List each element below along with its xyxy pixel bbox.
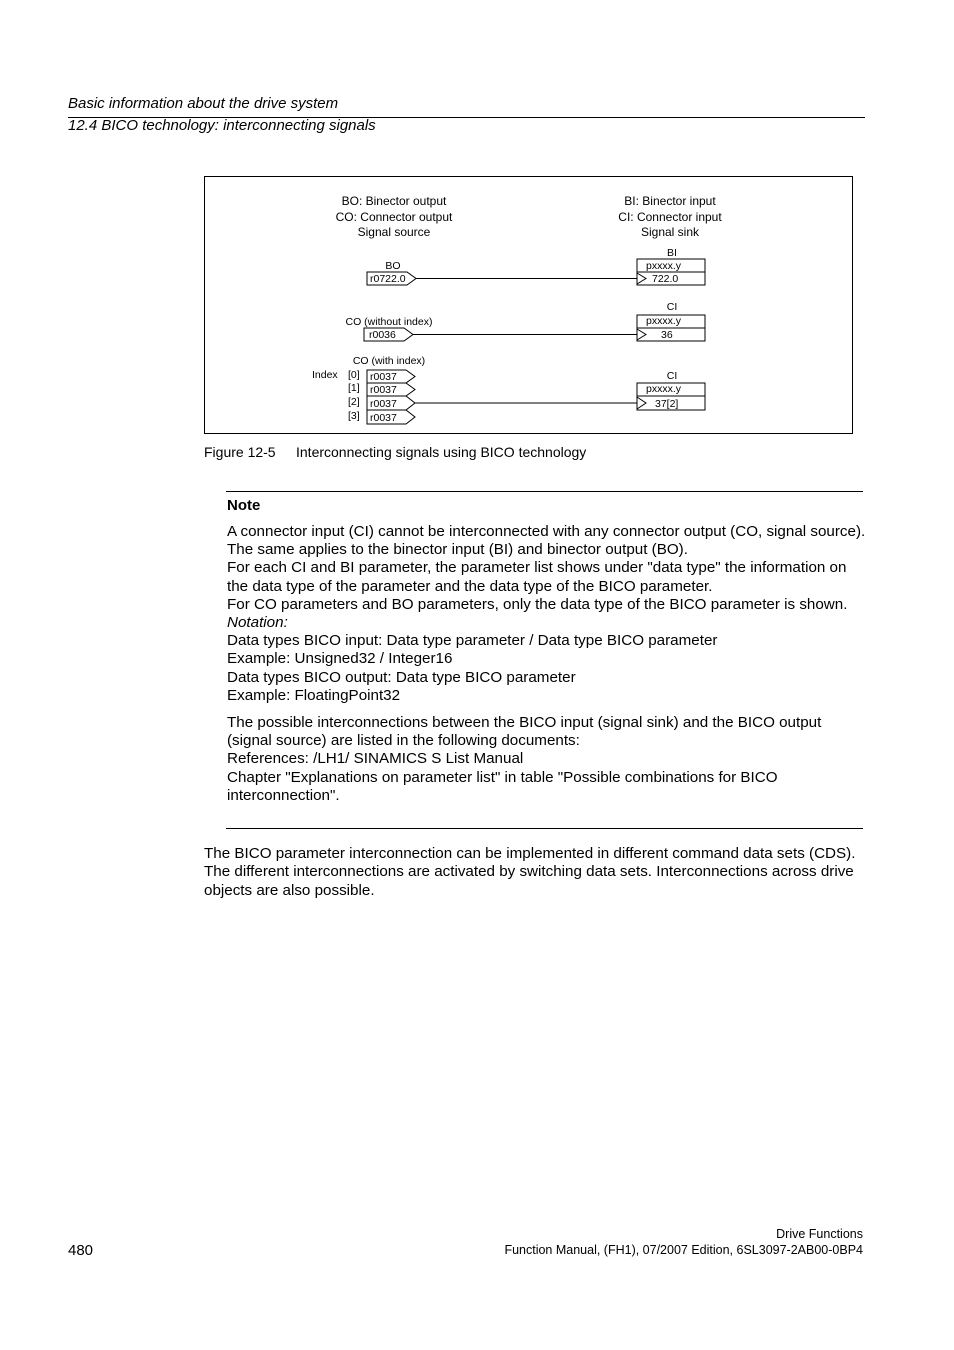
note-notation-line: Data types BICO output: Data type BICO parameter	[227, 668, 576, 686]
coi-ci-param: pxxxx.y	[646, 383, 682, 395]
coi-source-param-3: r0037	[370, 412, 397, 424]
ci-value: 36	[661, 329, 673, 341]
ci-label: CI	[666, 301, 678, 313]
bi-param: pxxxx.y	[646, 260, 682, 272]
bo-label: BO	[385, 260, 401, 272]
coi-source-param-0: r0037	[370, 371, 397, 383]
figure-caption-number: Figure 12-5	[204, 444, 276, 460]
note-bottom-rule	[226, 828, 863, 829]
sink-heading-bi: BI: Binector input	[624, 194, 716, 208]
bico-diagram	[205, 177, 854, 435]
coi-label: CO (with index)	[352, 355, 426, 367]
note-paragraph2-line: The possible interconnections between the BICO input (signal sink) and the BICO output (signal source) are listed in the following documents:	[227, 714, 822, 750]
coi-ci-label: CI	[666, 370, 678, 382]
note-line: A connector input (CI) cannot be interconnected with any connector output (CO, signal source). The same applies to the binector input (BI) and binector output (BO).	[227, 523, 866, 559]
coi-index-3: [3]	[348, 410, 360, 422]
source-heading-bo: BO: Binector output	[341, 194, 447, 208]
body-paragraph: The BICO parameter interconnection can be implemented in different command data sets (CDS). The different interconnections are activated by switching data sets. Interconnections across drive objects are also possible.	[204, 845, 856, 899]
note-notation-line: Example: FloatingPoint32	[227, 686, 401, 704]
note-body	[227, 523, 867, 805]
co-label: CO (without index)	[345, 316, 433, 328]
figure-caption-text: Interconnecting signals using BICO technology	[296, 444, 587, 460]
co-source-param: r0036	[369, 329, 396, 341]
coi-index-label: Index	[312, 369, 338, 381]
chapter-title: Basic information about the drive system	[68, 95, 339, 112]
sink-heading-signal: Signal sink	[640, 225, 700, 239]
note-top-rule	[226, 491, 863, 492]
note-notation-label: Notation:	[227, 614, 288, 632]
note-notation-line: Data types BICO input: Data type parameter / Data type BICO parameter	[227, 632, 718, 650]
note-title: Note	[227, 497, 261, 514]
coi-ci-value: 37[2]	[655, 398, 679, 410]
source-heading-signal: Signal source	[357, 225, 431, 239]
bo-source-param: r0722.0	[370, 273, 406, 285]
coi-source-param-1: r0037	[370, 384, 397, 396]
note-line: For each CI and BI parameter, the parameter list shows under "data type" the information on the data type of the parameter and the data type of the BICO parameter.	[227, 559, 847, 595]
note-line: For CO parameters and BO parameters, only the data type of the BICO parameter is shown.	[227, 595, 848, 613]
source-heading-co: CO: Connector output	[335, 210, 453, 224]
note-paragraph2-line: Chapter "Explanations on parameter list" in table "Possible combinations for BICO interconnection".	[227, 768, 778, 804]
figure-frame	[204, 176, 853, 434]
footer-doc-info: Function Manual, (FH1), 07/2007 Edition, 6SL3097-2AB00-0BP4	[504, 1243, 863, 1257]
bi-label: BI	[667, 247, 677, 259]
coi-source-param-2: r0037	[370, 398, 397, 410]
note-notation-line: Example: Unsigned32 / Integer16	[227, 650, 453, 668]
page-number: 480	[68, 1242, 94, 1259]
coi-index-2: [2]	[348, 396, 360, 408]
ci-param: pxxxx.y	[646, 315, 682, 327]
note-paragraph2-line: References: /LH1/ SINAMICS S List Manual	[227, 750, 524, 768]
sink-heading-ci: CI: Connector input	[618, 210, 722, 224]
coi-index-1: [1]	[348, 382, 360, 394]
bi-value: 722.0	[652, 273, 679, 285]
section-title: 12.4 BICO technology: interconnecting signals	[68, 117, 376, 134]
coi-index-0: [0]	[348, 369, 360, 381]
footer-doc-title: Drive Functions	[776, 1227, 863, 1241]
